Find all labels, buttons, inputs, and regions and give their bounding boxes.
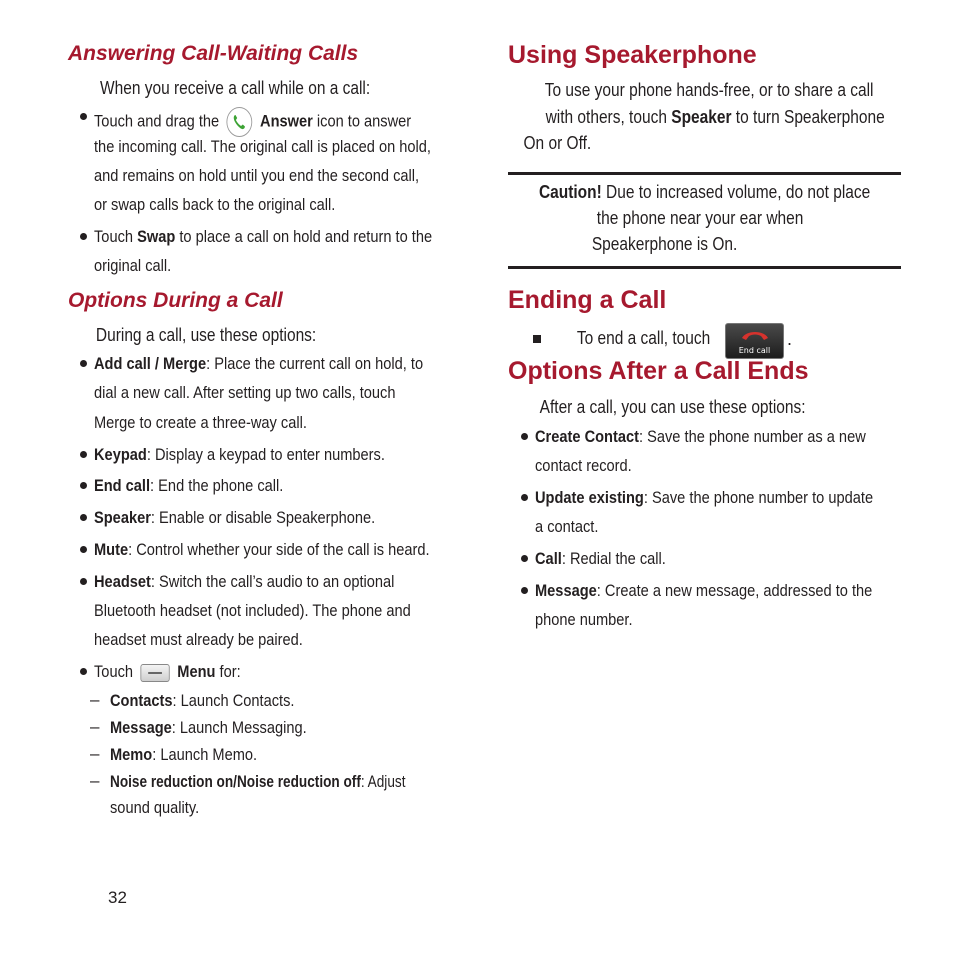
mute-label: Mute — [94, 540, 129, 559]
answer-phone-icon — [227, 107, 253, 137]
bullet-swap-line1 — [94, 227, 432, 247]
hangup-icon — [740, 327, 770, 343]
sub-memo-line — [110, 745, 257, 765]
headset-line3: headset must already be paired. — [94, 630, 303, 649]
speakerphone-heading: Using Speakerphone — [508, 41, 757, 69]
caution-line1 — [539, 182, 870, 203]
create-contact-line1 — [535, 427, 866, 447]
create-contact-label: Create Contact — [535, 427, 639, 446]
keypad-label: Keypad — [94, 445, 147, 464]
bullet-dot — [80, 578, 87, 585]
bullet-answer-line3: and remains on hold until you end the second call, — [94, 166, 420, 185]
ending-period: . — [787, 329, 793, 349]
text: : Switch the call’s audio to an optional — [150, 572, 395, 591]
call-waiting-heading: Answering Call-Waiting Calls — [68, 42, 359, 65]
caution-bottom-rule — [508, 266, 901, 269]
call-line — [535, 549, 666, 569]
text: Touch and drag the — [94, 111, 220, 131]
menu-label: Menu — [177, 662, 216, 681]
caution-label: Caution! — [538, 182, 602, 202]
message-line1 — [535, 581, 872, 601]
caution-line3: Speakerphone is On. — [591, 234, 738, 254]
text: : Save the phone number as a new — [638, 427, 866, 446]
ending-heading: Ending a Call — [508, 286, 667, 314]
add-call-line3: Merge to create a three-way call. — [94, 413, 307, 432]
text: : End the phone call. — [150, 476, 284, 495]
add-call-label: Add call / Merge — [94, 354, 207, 373]
bullet-dot — [80, 668, 87, 675]
sub-noise-line1 — [110, 772, 405, 792]
speakerphone-line2 — [546, 107, 885, 128]
end-call-label: End call — [94, 476, 151, 495]
dash-marker: – — [90, 771, 100, 790]
bullet-dot — [80, 360, 87, 367]
text: Due to increased volume, do not place — [606, 182, 871, 202]
bullet-dot — [80, 482, 87, 489]
dash-marker: – — [90, 717, 100, 736]
message-label: Message — [535, 581, 597, 600]
bullet-answer-line1 — [94, 107, 411, 137]
speakerphone-line1: To use your phone hands-free, or to share a call — [544, 80, 874, 100]
text: : Adjust — [360, 772, 406, 791]
dash-marker: – — [90, 744, 100, 763]
update-existing-label: Update existing — [535, 488, 644, 507]
text: with others, touch — [545, 107, 667, 127]
text: : Display a keypad to enter numbers. — [146, 445, 385, 464]
sub-noise-line2: sound quality. — [110, 798, 200, 817]
text: : Redial the call. — [561, 549, 666, 568]
speaker-line — [94, 508, 375, 528]
headset-label: Headset — [94, 572, 151, 591]
text: to turn Speakerphone — [735, 107, 885, 127]
bullet-dot — [80, 451, 87, 458]
swap-label: Swap — [137, 227, 176, 246]
add-call-line1 — [94, 354, 423, 374]
bullet-dot — [521, 555, 528, 562]
bullet-dot — [80, 514, 87, 521]
text: : Create a new message, addressed to the — [596, 581, 873, 600]
text: : Control whether your side of the call is heard. — [128, 540, 430, 559]
keypad-line — [94, 445, 385, 465]
memo-label: Memo — [110, 745, 153, 764]
sub-contacts-line — [110, 691, 294, 711]
speaker-label: Speaker — [671, 107, 732, 127]
text: : Launch Memo. — [152, 745, 258, 764]
text: to place a call on hold and return to the — [179, 227, 433, 246]
options-during-heading: Options During a Call — [68, 289, 283, 312]
bullet-dot — [521, 433, 528, 440]
message-label: Message — [110, 718, 172, 737]
bullet-dot — [521, 494, 528, 501]
after-heading: Options After a Call Ends — [508, 357, 809, 385]
caution-line2: the phone near your ear when — [596, 208, 804, 228]
text: : Save the phone number to update — [643, 488, 874, 507]
menu-key-icon — [141, 664, 170, 682]
update-existing-line1 — [535, 488, 873, 508]
after-intro: After a call, you can use these options: — [539, 397, 806, 417]
options-during-intro: During a call, use these options: — [95, 325, 317, 345]
square-bullet — [533, 335, 541, 343]
add-call-line2: dial a new call. After setting up two calls, touch — [94, 383, 396, 402]
bullet-dot — [80, 233, 87, 240]
speaker-label: Speaker — [94, 508, 151, 527]
text: icon to answer — [316, 111, 412, 131]
contacts-label: Contacts — [110, 691, 173, 710]
end-call-icon-label: End call — [738, 346, 771, 355]
bullet-dot — [80, 546, 87, 553]
update-existing-line2: a contact. — [535, 517, 599, 536]
menu-line — [94, 662, 241, 682]
page-number: 32 — [108, 888, 127, 907]
end-call-button-icon — [725, 323, 784, 359]
speakerphone-line3: On or Off. — [523, 133, 592, 153]
end-call-line — [94, 476, 283, 496]
text: Touch — [94, 227, 134, 246]
bullet-swap-line2: original call. — [94, 256, 172, 275]
bullet-answer-line4: or swap calls back to the original call. — [94, 195, 336, 214]
caution-top-rule — [508, 172, 901, 175]
call-label: Call — [535, 549, 562, 568]
bullet-dot — [521, 587, 528, 594]
call-waiting-intro: When you receive a call while on a call: — [99, 78, 371, 98]
headset-line2: Bluetooth headset (not included). The phone and — [94, 601, 411, 620]
ending-text: To end a call, touch — [576, 328, 711, 348]
text: : Launch Contacts. — [172, 691, 295, 710]
headset-line1 — [94, 572, 394, 592]
create-contact-line2: contact record. — [535, 456, 632, 475]
text: : Place the current call on hold, to — [206, 354, 424, 373]
dash-marker: – — [90, 690, 100, 709]
noise-label: Noise reduction on/Noise reduction off — [110, 772, 361, 791]
mute-line — [94, 540, 430, 560]
text: Touch — [94, 662, 134, 681]
text: : Enable or disable Speakerphone. — [150, 508, 376, 527]
text: : Launch Messaging. — [171, 718, 307, 737]
text: for: — [219, 662, 241, 681]
bullet-answer-line2: the incoming call. The original call is placed on hold, — [94, 137, 431, 156]
answer-label: Answer — [260, 111, 313, 131]
sub-message-line — [110, 718, 307, 738]
message-line2: phone number. — [535, 610, 633, 629]
bullet-dot — [80, 113, 87, 120]
